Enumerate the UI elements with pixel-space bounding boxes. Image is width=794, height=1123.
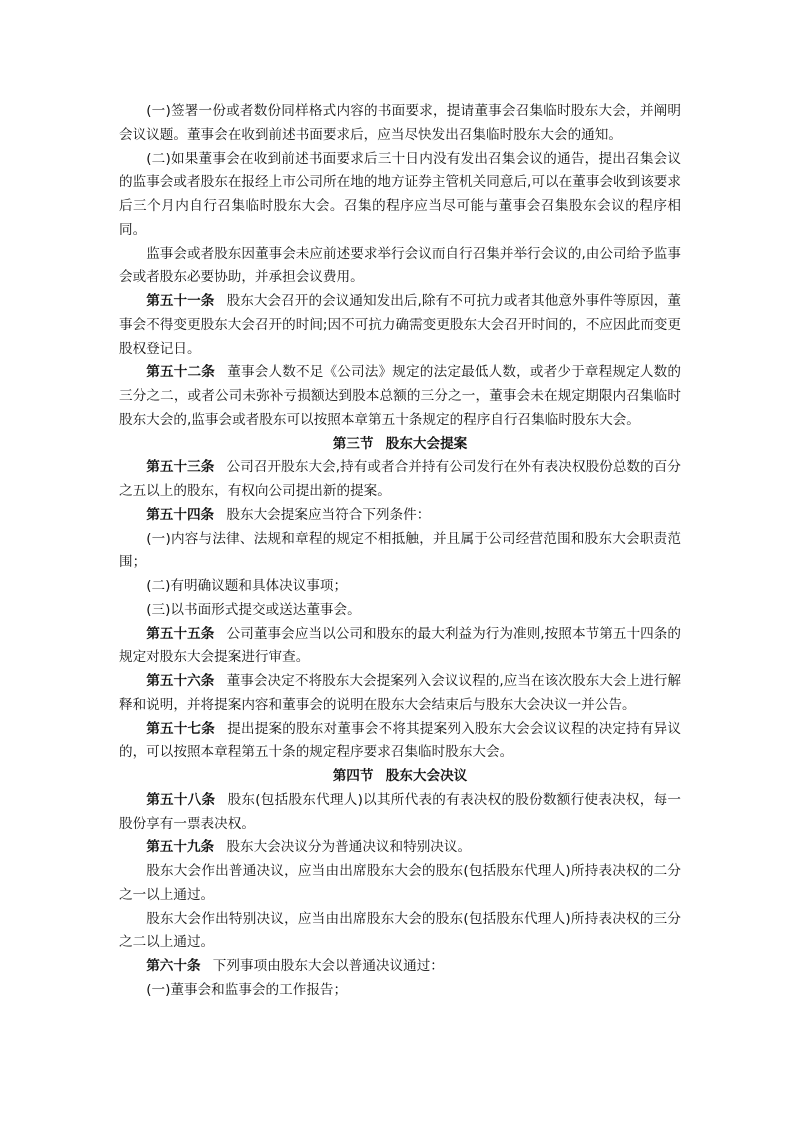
article-53 [119,456,681,504]
article-54-item-2: (二)有明确议题和具体决议事项； [146,578,348,594]
article-54-item-1: (一)内容与法律、法规和章程的规定不相抵触，并且属于公司经营范围和股东大会职责范围； [119,530,681,571]
article-57 [119,718,681,766]
article-56-title: 第五十六条 [146,673,215,689]
article-60-item-1: (一)董事会和监事会的工作报告； [146,981,348,998]
article-54 [119,504,681,528]
article-55 [119,623,681,671]
article-56-text: 董事会决定不将股东大会提案列入会议议程的,应当在该次股东大会上进行解释和说明，并将提案内容和董事会的说明在股东大会结束后与股东大会决议一并公告。 [119,673,682,713]
article-55-text: 公司董事会应当以公司和股东的最大利益为行为准则,按照本节第五十四条的规定对股东大会提案进行审查。 [119,625,682,666]
article-58 [119,789,681,837]
paragraph-special-resolution: 股东大会作出特别决议，应当由出席股东大会的股东(包括股东代理人)所持表决权的三分之二以上通过。 [119,910,681,951]
article-52-text: 董事会人数不足《公司法》规定的法定最低人数，或者少于章程规定人数的三分之二，或者公司未弥补亏损额达到股本总额的三分之一，董事会未在规定期限内召集临时股东大会的,监事会或者股东可以按照本章第五十条规定的程序自行召集临时股东大会。 [119,364,682,428]
article-55-title: 第五十五条 [146,625,215,642]
section-3-number: 第三节 [332,435,374,452]
article-51-title: 第五十一条 [146,293,215,309]
paragraph-ordinary-resolution: 股东大会作出普通决议，应当由出席股东大会的股东(包括股东代理人)所持表决权的二分之一以上通过。 [119,863,681,903]
document-page [119,100,681,1003]
article-54-item-3: (三)以书面形式提交或送达董事会。 [146,601,361,618]
article-60-title: 第六十条 [146,958,201,974]
article-56 [119,670,681,718]
article-53-text: 公司召开股东大会,持有或者合并持有公司发行在外有表决权股份总数的百分之五以上的股东，有权向公司提出新的提案。 [119,459,682,499]
article-58-text: 股东(包括股东代理人)以其所代表的有表决权的股份数额行使表决权，每一股份享有一票表决权。 [119,791,681,832]
article-60-text: 下列事项由股东大会以普通决议通过： [212,958,444,974]
article-54-title: 第五十四条 [146,506,215,523]
article-57-title: 第五十七条 [146,720,215,737]
article-52-title: 第五十二条 [146,364,215,381]
article-58-title: 第五十八条 [146,791,216,808]
article-59-text: 股东大会决议分为普通决议和特别决议。 [226,839,472,856]
section-4-title: 股东大会决议 [385,768,468,784]
paragraph-meeting-expenses: 监事会或者股东因董事会未应前述要求举行会议而自行召集并举行会议的,由公司给予监事会或者股东必要协助，并承担会议费用。 [119,245,681,286]
article-60 [119,955,681,979]
article-54-text: 股东大会提案应当符合下列条件： [226,506,431,523]
article-59 [119,836,681,860]
article-57-text: 提出提案的股东对董事会不将其提案列入股东大会会议议程的决定持有异议的，可以按照本章程第五十条的规定程序要求召集临时股东大会。 [119,720,682,761]
section-3-heading [119,433,681,457]
article-53-title: 第五十三条 [146,459,215,476]
section-4-heading [119,765,681,789]
paragraph-request-item-1: (一)签署一份或者数份同样格式内容的书面要求，提请董事会召集临时股东大会，并阐明会议议题。董事会在收到前述书面要求后，应当尽快发出召集临时股东大会的通知。 [119,103,681,143]
article-59-title: 第五十九条 [146,839,215,856]
article-51-text: 股东大会召开的会议通知发出后,除有不可抗力或者其他意外事件等原因，董事会不得变更股东大会召开的时间;因不可抗力确需变更股东大会召开时间的，不应因此而变更股权登记日。 [119,293,682,357]
section-4-number: 第四节 [332,768,374,784]
article-51 [119,290,681,361]
article-52 [119,361,681,432]
section-3-title: 股东大会提案 [385,435,468,452]
paragraph-request-item-2: (二)如果董事会在收到前述书面要求后三十日内没有发出召集会议的通告，提出召集会议的监事会或者股东在报经上市公司所在地的地方证券主管机关同意后,可以在董事会收到该要求后三个月内自行召集临时股东大会。召集的程序应当尽可能与董事会召集股东会议的程序相同。 [119,150,681,238]
